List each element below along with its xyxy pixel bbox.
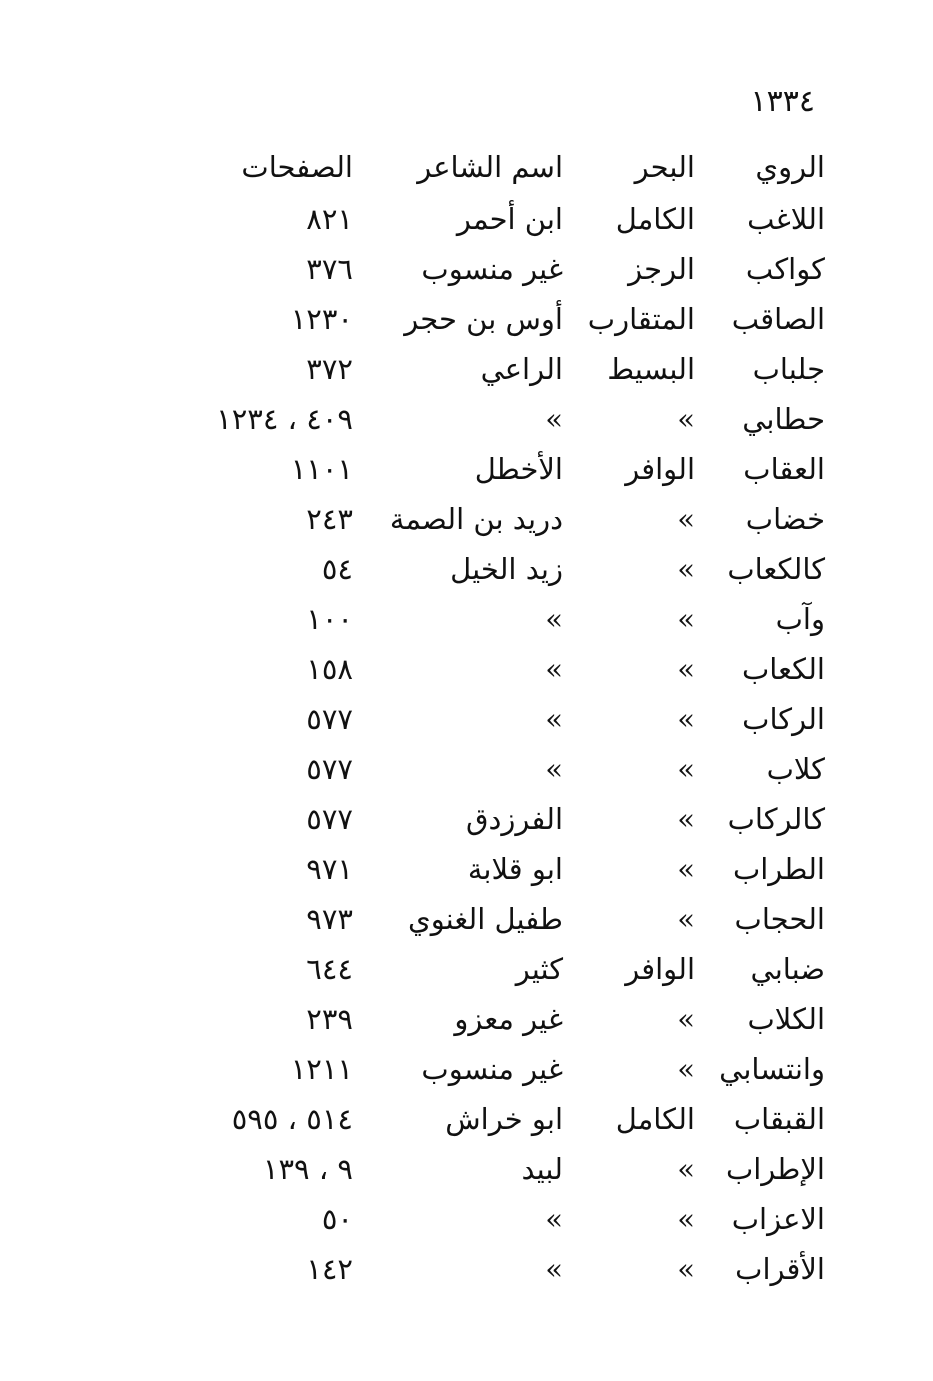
bahr-cell: » (677, 1002, 695, 1036)
pages-cell: ٢٤٣ (306, 502, 353, 536)
table-row (185, 744, 825, 794)
header-bahr: البحر (634, 150, 695, 184)
table-row (185, 1044, 825, 1094)
rawi-cell: الطراب (732, 852, 825, 886)
table-row (185, 1244, 825, 1294)
rawi-cell: كلاب (766, 752, 825, 786)
bahr-cell: » (677, 1152, 695, 1186)
poet-cell: » (545, 402, 563, 436)
pages-cell: ٩٧١ (306, 852, 353, 886)
pages-cell: ٥٠ (321, 1202, 353, 1236)
rawi-cell: حطابي (742, 402, 825, 436)
poetry-index-table (185, 140, 825, 1294)
pages-cell: ٥١٤ ، ٥٩٥ (231, 1102, 353, 1136)
rawi-cell: كالكعاب (727, 552, 825, 586)
bahr-cell: الكامل (615, 1102, 695, 1136)
table-row (185, 294, 825, 344)
pages-cell: ١٢١١ (290, 1052, 353, 1086)
table-row (185, 994, 825, 1044)
rawi-cell: كواكب (745, 252, 825, 286)
poet-cell: طفيل الغنوي (408, 902, 563, 936)
rawi-cell: القبقاب (733, 1102, 825, 1136)
rawi-cell: خضاب (745, 502, 825, 536)
poet-cell: » (545, 702, 563, 736)
bahr-cell: » (677, 552, 695, 586)
bahr-cell: » (677, 902, 695, 936)
poet-cell: » (545, 752, 563, 786)
rawi-cell: وانتسابي (719, 1052, 825, 1086)
rawi-cell: العقاب (743, 452, 825, 486)
bahr-cell: الوافر (625, 452, 695, 486)
pages-cell: ٣٧٢ (306, 352, 353, 386)
table-header (185, 140, 825, 194)
poet-cell: غير معزو (454, 1002, 563, 1036)
bahr-cell: » (677, 402, 695, 436)
pages-cell: ١٤٢ (306, 1252, 353, 1286)
poet-cell: ابو قلابة (467, 852, 563, 886)
header-rawi: الروي (755, 150, 825, 184)
pages-cell: ١٥٨ (306, 652, 353, 686)
poet-cell: ابن أحمر (456, 202, 563, 236)
poet-cell: الفرزدق (466, 802, 563, 836)
pages-cell: ٢٣٩ (306, 1002, 353, 1036)
bahr-cell: » (677, 502, 695, 536)
rawi-cell: الاعزاب (731, 1202, 825, 1236)
pages-cell: ٨٢١ (306, 202, 353, 236)
bahr-cell: » (677, 1252, 695, 1286)
pages-cell: ٩ ، ١٣٩ (262, 1152, 353, 1186)
page-number: ١٣٣٤ (750, 84, 815, 119)
rawi-cell: ضبابي (750, 952, 825, 986)
bahr-cell: الكامل (615, 202, 695, 236)
bahr-cell: » (677, 802, 695, 836)
poet-cell: غير منسوب (421, 252, 563, 286)
bahr-cell: » (677, 1202, 695, 1236)
table-row (185, 844, 825, 894)
poet-cell: الراعي (480, 352, 563, 386)
table-row (185, 444, 825, 494)
rawi-cell: اللاغب (747, 202, 825, 236)
poet-cell: ابو خراش (445, 1102, 563, 1136)
bahr-cell: المتقارب (587, 302, 695, 336)
poet-cell: زيد الخيل (450, 552, 563, 586)
rawi-cell: كالركاب (727, 802, 825, 836)
table-row (185, 194, 825, 244)
bahr-cell: » (677, 752, 695, 786)
rawi-cell: وآب (775, 602, 825, 636)
poet-cell: الأخطل (474, 452, 563, 486)
pages-cell: ٦٤٤ (306, 952, 353, 986)
table-row (185, 644, 825, 694)
header-poet: اسم الشاعر (417, 150, 563, 184)
poet-cell: كثير (515, 952, 563, 986)
bahr-cell: » (677, 652, 695, 686)
table-row (185, 544, 825, 594)
bahr-cell: الوافر (625, 952, 695, 986)
table-body (185, 194, 825, 1294)
table-row (185, 244, 825, 294)
pages-cell: ٥٧٧ (306, 752, 353, 786)
pages-cell: ٣٧٦ (306, 252, 353, 286)
poet-cell: » (545, 1252, 563, 1286)
bahr-cell: » (677, 1052, 695, 1086)
bahr-cell: البسيط (607, 352, 695, 386)
rawi-cell: الإطراب (725, 1152, 825, 1186)
table-row (185, 394, 825, 444)
table-row (185, 1094, 825, 1144)
table-row (185, 694, 825, 744)
poet-cell: غير منسوب (421, 1052, 563, 1086)
header-pages: الصفحات (241, 150, 353, 184)
table-row (185, 344, 825, 394)
rawi-cell: الركاب (742, 702, 825, 736)
pages-cell: ١٢٣٠ (290, 302, 353, 336)
table-row (185, 494, 825, 544)
rawi-cell: الأقراب (735, 1252, 825, 1286)
table-row (185, 894, 825, 944)
table-row (185, 794, 825, 844)
pages-cell: ١١٠١ (290, 452, 353, 486)
bahr-cell: الرجز (628, 252, 695, 286)
poet-cell: لبيد (521, 1152, 563, 1186)
bahr-cell: » (677, 602, 695, 636)
poet-cell: دريد بن الصمة (389, 502, 563, 536)
bahr-cell: » (677, 702, 695, 736)
table-row (185, 1194, 825, 1244)
rawi-cell: جلباب (752, 352, 825, 386)
table-row (185, 594, 825, 644)
rawi-cell: الكلاب (747, 1002, 825, 1036)
rawi-cell: الحجاب (734, 902, 825, 936)
pages-cell: ٥٧٧ (306, 702, 353, 736)
pages-cell: ٩٧٣ (306, 902, 353, 936)
table-row (185, 944, 825, 994)
table-row (185, 1144, 825, 1194)
bahr-cell: » (677, 852, 695, 886)
poet-cell: » (545, 652, 563, 686)
poet-cell: أوس بن حجر (404, 302, 563, 336)
poet-cell: » (545, 602, 563, 636)
rawi-cell: الصاقب (731, 302, 825, 336)
pages-cell: ٥٤ (321, 552, 353, 586)
pages-cell: ٥٧٧ (306, 802, 353, 836)
pages-cell: ١٠٠ (306, 602, 353, 636)
rawi-cell: الكعاب (741, 652, 825, 686)
pages-cell: ٤٠٩ ، ١٢٣٤ (216, 402, 353, 436)
poet-cell: » (545, 1202, 563, 1236)
